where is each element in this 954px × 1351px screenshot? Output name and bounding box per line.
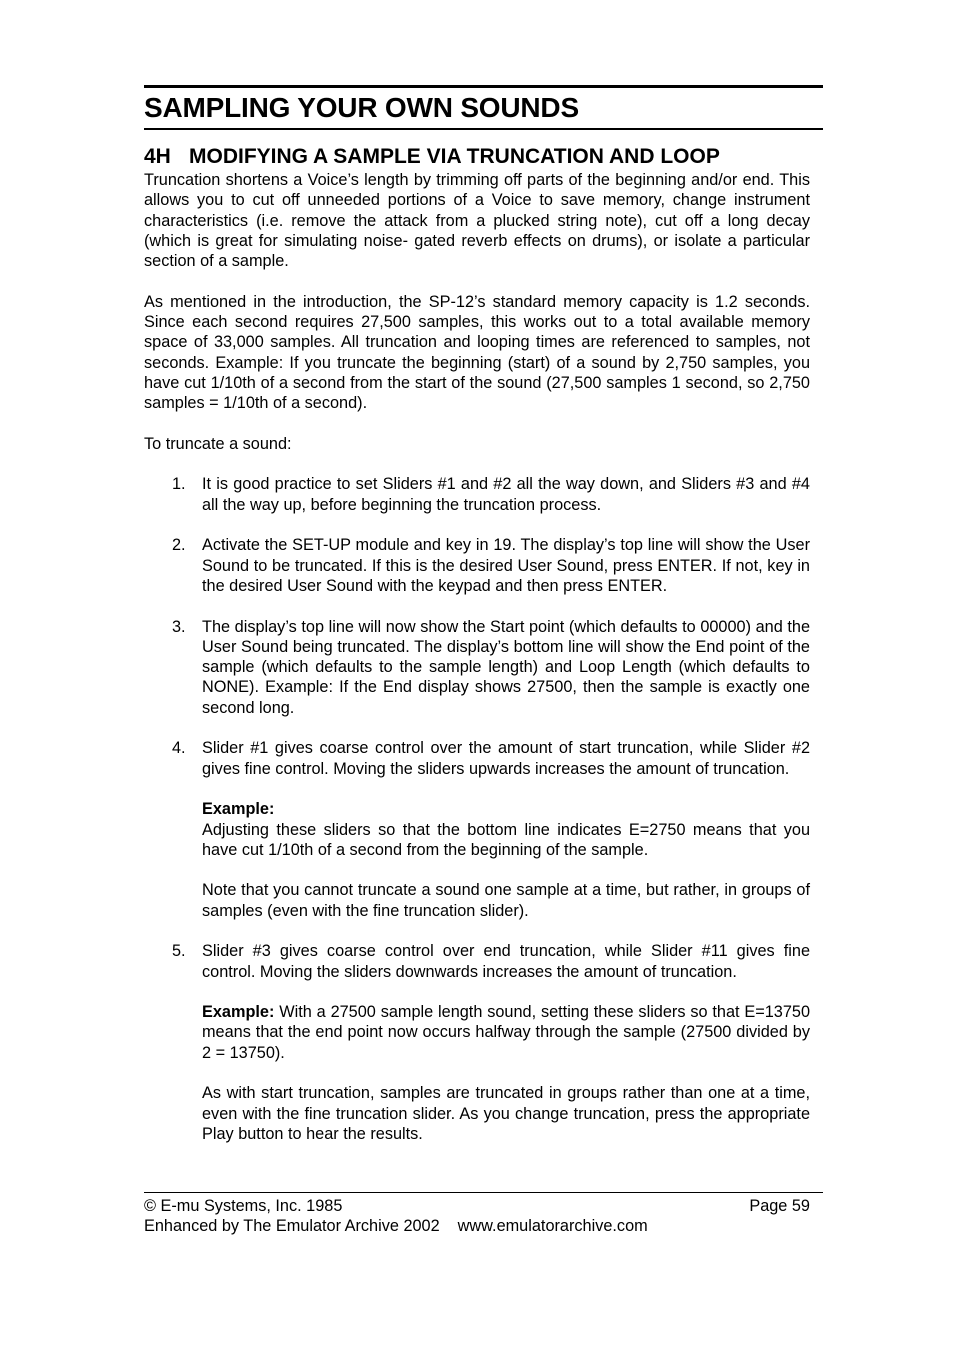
step-number: 3. bbox=[172, 617, 186, 636]
step-example bbox=[202, 799, 810, 860]
step-text: Activate the SET-UP module and key in 19. The display’s top line will show the User Sound to be truncated. If this is the desired User Sound, press ENTER. If not, key in the desired User Sound with the keypad and then press ENTER. bbox=[202, 536, 810, 595]
step-5 bbox=[144, 941, 810, 1144]
step-text: Slider #1 gives coarse control over the amount of start truncation, while Slider #2 gives fine control. Moving the sliders upwards increases the amount of truncation. bbox=[202, 739, 810, 778]
footer-enhanced: Enhanced by The Emulator Archive 2002 bbox=[144, 1217, 440, 1235]
example-label: Example: bbox=[202, 800, 275, 819]
step-note: As with start truncation, samples are truncated in groups rather than one at a time, even with the fine truncation slider. As you change truncation, press the appropriate Play button to hear the results. bbox=[202, 1084, 810, 1143]
header-bottom-rule bbox=[144, 128, 823, 130]
footer-rule bbox=[144, 1192, 823, 1193]
example-text: With a 27500 sample length sound, setting these sliders so that E=13750 means that the end point now occurs halfway through the sample (27500 divided by 2 = 13750). bbox=[202, 1003, 811, 1062]
footer-copyright: © E-mu Systems, Inc. 1985 bbox=[144, 1197, 343, 1215]
step-text: It is good practice to set Sliders #1 and #2 all the way down, and Sliders #3 and #4 all the way up, before beginning the truncation process. bbox=[202, 475, 810, 514]
step-number: 5. bbox=[172, 942, 186, 961]
step-1 bbox=[144, 474, 810, 515]
step-text: The display’s top line will now show the Start point (which defaults to 00000) and the User Sound being truncated. The display’s bottom line will show the End point of the sample (which defaults to the sample length) and Loop Length (which defaults to NONE). Example: If the End display shows 27500, then the sample is exactly one second long. bbox=[202, 617, 810, 717]
step-3 bbox=[144, 617, 810, 718]
step-4 bbox=[144, 738, 810, 921]
example-text: Adjusting these sliders so that the bottom line indicates E=2750 means that you have cut 1/10th of a second from the beginning of the sample. bbox=[202, 820, 810, 859]
step-note: Note that you cannot truncate a sound one sample at a time, but rather, in groups of samples (even with the fine truncation slider). bbox=[202, 881, 810, 920]
step-example bbox=[202, 1002, 810, 1063]
section-number: 4H bbox=[144, 145, 171, 168]
footer-line-1 bbox=[144, 1196, 810, 1216]
step-text: Slider #3 gives coarse control over end truncation, while Slider #11 gives fine control. Moving the sliders downwards increases the amount of truncation. bbox=[202, 942, 810, 981]
footer-website: www.emulatorarchive.com bbox=[457, 1217, 648, 1235]
example-label: Example: bbox=[202, 1003, 275, 1022]
chapter-title: SAMPLING YOUR OWN SOUNDS bbox=[144, 92, 579, 123]
truncate-lead: To truncate a sound: bbox=[144, 434, 292, 453]
step-number: 4. bbox=[172, 739, 186, 758]
section-title: MODIFYING A SAMPLE VIA TRUNCATION AND LOOP bbox=[189, 145, 720, 168]
step-number: 1. bbox=[172, 475, 186, 494]
header-top-rule bbox=[144, 85, 823, 88]
step-number: 2. bbox=[172, 536, 186, 555]
step-2 bbox=[144, 535, 810, 596]
main-content bbox=[144, 170, 810, 1165]
memory-paragraph: As mentioned in the introduction, the SP-12’s standard memory capacity is 1.2 seconds. Since each second requires 27,500 samples, this works out to a total available memory space of 33,000 samples. All truncation and looping times are referenced to samples, not seconds. Example: If you truncate the beginning (start) of a sound by 2,750 samples, you have cut 1/10th of a second from the start of the sound (27,500 samples 1 second, so 2,750 samples = 1/10th of a second). bbox=[144, 292, 810, 413]
footer-page-number: Page 59 bbox=[749, 1197, 810, 1215]
footer-line-2 bbox=[144, 1216, 810, 1236]
intro-paragraph: Truncation shortens a Voice’s length by trimming off parts of the beginning and/or end. This allows you to cut off unneeded portions of a Voice to save memory, change instrument characteristics (i.e. remove the attack from a plucked string note), cut off a long decay (which is great for simulating noise- gated reverb effects on drums), or isolate a particular section of a sample. bbox=[144, 171, 810, 271]
section-heading bbox=[144, 145, 720, 169]
steps-list bbox=[144, 474, 810, 1144]
